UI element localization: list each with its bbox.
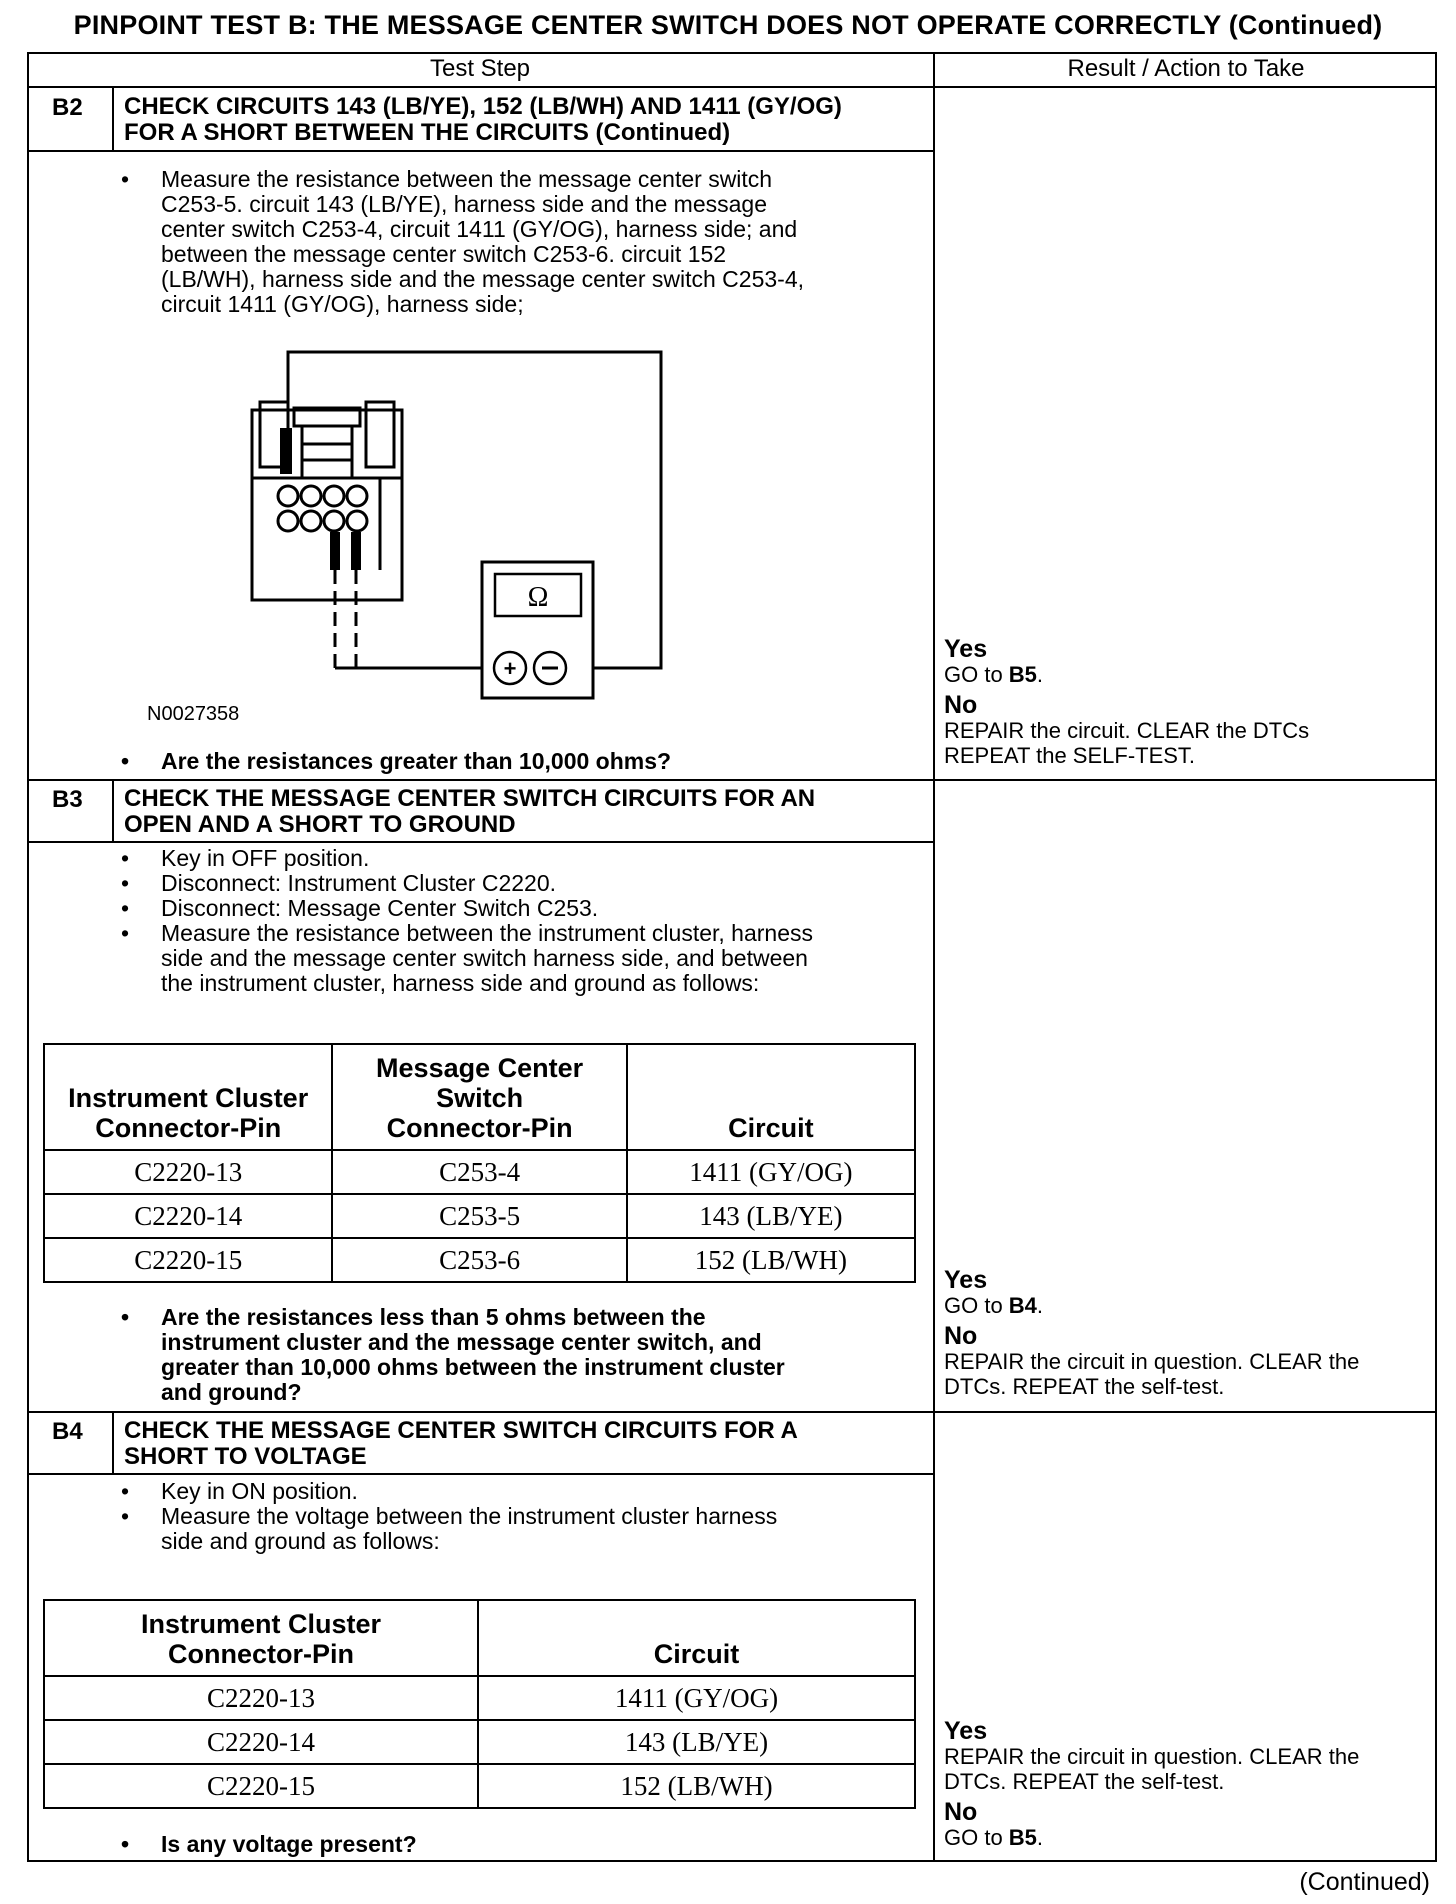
- result-text: DTCs. REPEAT the self-test.: [944, 1374, 1225, 1399]
- table-cell: 1411 (GY/OG): [627, 1150, 915, 1194]
- result-b3: [944, 1267, 1436, 1399]
- result-text: DTCs. REPEAT the self-test.: [944, 1769, 1225, 1794]
- table-cell: C2220-15: [44, 1764, 478, 1808]
- text-line: • Measure the resistance between the instrument cluster, harness: [161, 920, 814, 946]
- resistance-pin-table: [43, 1043, 916, 1283]
- divider: [27, 1473, 933, 1475]
- text-line: (LB/WH), harness side and the message center switch C253-4,: [161, 266, 805, 292]
- table-header-row: [44, 1044, 915, 1150]
- text-line: circuit 1411 (GY/OG), harness side;: [161, 291, 524, 317]
- column-header: [44, 1044, 332, 1150]
- question: • Are the resistances greater than 10,000 ohms?: [121, 749, 671, 774]
- text-line: and ground?: [161, 1379, 302, 1405]
- step-link: B5: [1008, 662, 1037, 687]
- result-text: GO to: [944, 1825, 1009, 1850]
- page-title: PINPOINT TEST B: THE MESSAGE CENTER SWITCH DOES NOT OPERATE CORRECTLY (Continued): [73, 10, 1383, 40]
- table-row: [44, 1150, 915, 1194]
- step-title: [124, 786, 815, 838]
- column-header: [627, 1044, 915, 1150]
- text-line: the instrument cluster, harness side and ground as follows:: [161, 970, 760, 996]
- result-text: .: [1036, 662, 1044, 687]
- table-cell: 152 (LB/WH): [627, 1238, 915, 1282]
- result-b2: [944, 636, 1436, 768]
- step-title-line: CHECK CIRCUITS 143 (LB/YE), 152 (LB/WH) AND 1411 (GY/OG): [124, 93, 842, 120]
- no-label: No: [944, 1798, 978, 1826]
- step-title-line: FOR A SHORT BETWEEN THE CIRCUITS (Continued): [124, 119, 731, 146]
- result-text: .: [1036, 1825, 1044, 1850]
- test-lead-wire: [288, 352, 661, 668]
- connector-ohmmeter-diagram: [240, 340, 690, 710]
- list-item: [121, 1504, 921, 1554]
- svg-text:+: +: [503, 656, 517, 681]
- step-number: B2: [52, 94, 83, 121]
- step-title-line: CHECK THE MESSAGE CENTER SWITCH CIRCUITS FOR A: [124, 1417, 798, 1444]
- result-text: REPAIR the circuit in question. CLEAR the: [944, 1349, 1360, 1374]
- text-line: • Measure the resistance between the message center switch: [161, 166, 773, 192]
- test-step-header: Test Step: [429, 55, 531, 82]
- instruction-list: [121, 1479, 921, 1554]
- table-cell: C2220-13: [44, 1150, 332, 1194]
- divider: [27, 1411, 1437, 1413]
- list-item: • Key in ON position.: [121, 1479, 921, 1504]
- text-line: center switch C253-4, circuit 1411 (GY/OG), harness side; and: [161, 216, 798, 242]
- table-row: [44, 1676, 915, 1720]
- question: [121, 1305, 785, 1405]
- table-cell: C2220-15: [44, 1238, 332, 1282]
- result-text: GO to: [944, 662, 1009, 687]
- divider: [27, 841, 933, 843]
- test-probe: [280, 428, 292, 474]
- column-header: [44, 1600, 478, 1676]
- test-probe: [330, 532, 340, 570]
- text-line: greater than 10,000 ohms between the instrument cluster: [161, 1354, 785, 1380]
- text-line: between the message center switch C253-6. circuit 152: [161, 241, 727, 267]
- test-probe: [351, 532, 361, 570]
- header-line: Connector-Pin: [386, 1113, 573, 1143]
- figure-code: N0027358: [147, 703, 240, 725]
- voltage-pin-table: [43, 1599, 916, 1809]
- table-cell: 143 (LB/YE): [627, 1194, 915, 1238]
- step-link: B5: [1008, 1825, 1037, 1850]
- header-line: Switch: [436, 1083, 524, 1113]
- result-text: .: [1036, 1293, 1044, 1318]
- step-number: B3: [52, 786, 83, 813]
- list-item: • Disconnect: Message Center Switch C253.: [121, 896, 921, 921]
- step-title: [124, 94, 842, 146]
- instruction-list: [121, 846, 921, 996]
- table-cell: C253-5: [332, 1194, 626, 1238]
- result-text: GO to: [944, 1293, 1009, 1318]
- text-line: side and ground as follows:: [161, 1528, 440, 1554]
- instruction-bullet: [121, 167, 804, 317]
- ohm-symbol: Ω: [527, 582, 549, 613]
- header-line: Connector-Pin: [168, 1639, 355, 1669]
- list-item: [121, 921, 921, 996]
- divider: [112, 1411, 114, 1473]
- header-line: Instrument Cluster: [141, 1609, 382, 1639]
- step-title-line: SHORT TO VOLTAGE: [124, 1443, 367, 1470]
- table-row: [44, 1764, 915, 1808]
- column-header: [332, 1044, 626, 1150]
- result-b4: [944, 1718, 1436, 1850]
- no-label: No: [944, 691, 978, 719]
- table-row: [44, 1720, 915, 1764]
- text-line: • Measure the voltage between the instrument cluster harness: [161, 1503, 778, 1529]
- divider: [27, 86, 1437, 88]
- no-label: No: [944, 1322, 978, 1350]
- result-text: REPAIR the circuit. CLEAR the DTCs: [944, 718, 1310, 743]
- text-line: instrument cluster and the message center switch, and: [161, 1329, 762, 1355]
- table-cell: 152 (LB/WH): [478, 1764, 915, 1808]
- divider: [112, 86, 114, 150]
- table-cell: C2220-13: [44, 1676, 478, 1720]
- divider: [27, 779, 1437, 781]
- question: • Is any voltage present?: [121, 1832, 417, 1857]
- step-title-line: OPEN AND A SHORT TO GROUND: [124, 811, 516, 838]
- divider: [27, 150, 933, 152]
- continued-note: (Continued): [1299, 1868, 1430, 1896]
- table-cell: C253-6: [332, 1238, 626, 1282]
- text-line: C253-5. circuit 143 (LB/YE), harness side and the message: [161, 191, 767, 217]
- header-line: Circuit: [653, 1639, 740, 1669]
- table-row: [44, 1238, 915, 1282]
- table-cell: 143 (LB/YE): [478, 1720, 915, 1764]
- step-title-line: CHECK THE MESSAGE CENTER SWITCH CIRCUITS FOR AN: [124, 785, 816, 812]
- yes-label: Yes: [944, 1717, 988, 1745]
- column-header: [478, 1600, 915, 1676]
- divider: [112, 779, 114, 841]
- header-line: Message Center: [376, 1053, 584, 1083]
- result-header: Result / Action to Take: [1067, 55, 1305, 82]
- result-text: REPAIR the circuit in question. CLEAR the: [944, 1744, 1360, 1769]
- text-line: • Are the resistances less than 5 ohms between the: [161, 1304, 706, 1330]
- header-line: Instrument Cluster: [68, 1083, 309, 1113]
- list-item: • Key in OFF position.: [121, 846, 921, 871]
- result-text: REPEAT the SELF-TEST.: [944, 743, 1196, 768]
- step-number: B4: [52, 1418, 83, 1445]
- yes-label: Yes: [944, 1266, 988, 1294]
- step-link: B4: [1008, 1293, 1037, 1318]
- table-cell: C2220-14: [44, 1720, 478, 1764]
- table-row: [44, 1194, 915, 1238]
- table-header-row: [44, 1600, 915, 1676]
- yes-label: Yes: [944, 635, 988, 663]
- table-cell: 1411 (GY/OG): [478, 1676, 915, 1720]
- header-line: Circuit: [728, 1113, 814, 1143]
- step-title: [124, 1418, 798, 1470]
- divider: [933, 52, 935, 1862]
- table-cell: C2220-14: [44, 1194, 332, 1238]
- header-line: Connector-Pin: [95, 1113, 282, 1143]
- table-cell: C253-4: [332, 1150, 626, 1194]
- text-line: side and the message center switch harness side, and between: [161, 945, 808, 971]
- list-item: • Disconnect: Instrument Cluster C2220.: [121, 871, 921, 896]
